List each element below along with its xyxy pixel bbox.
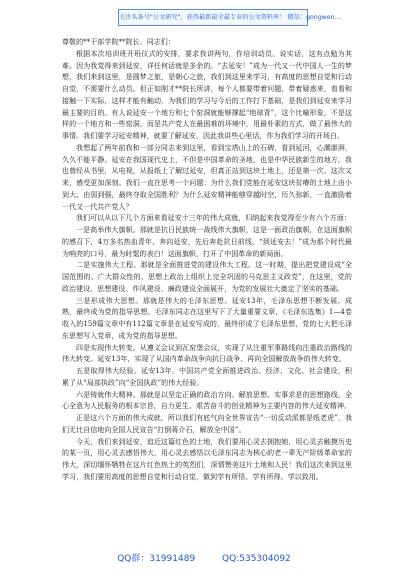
paragraph-summary: 我们可以从以下几个方面来看延安十三年的伟大成就，归纳起来我觉得至少有六个方面： [76, 214, 351, 223]
page-footer [0, 551, 408, 564]
qq-number: QQ:535304092 [222, 554, 291, 564]
paragraph-conclusion: 正是这六个方面的伟大成就，所以我们有底气向全世界宣告“一切反动派都是纸老虎”，我们无比自信地向全国人民宣告“打倒蒋介石，解放全中国”。 [62, 414, 352, 434]
paragraph-closing: 今天，我们来到延安，追近这篇红色的土地，我们要用心灵去拥抱她，用心灵去触摸历史的某一页，用心灵去感悟伟大，用心灵去感悟以毛泽东同志为核心的老一辈无产阶级革命家的伟大，深切缅怀牺牲在这片红色热土的英烈们，深情赞美这片土地和人民！我们这次来到这里学习，我们要用高度的思想自觉和行动自觉，做到学有所悟、学有所得、学以致用。 [62, 437, 352, 481]
document-body [62, 37, 352, 542]
paragraph-point-2: 二是实施伟大工程。那就是全面推进党的建设伟大工程。这一时期，提出把党建设成“全国范围的、广大群众性的、思想上政治上组织上完全巩固的马克思主义政党”，在这里，党的政治建设、思想建设、作风建设、廉政建设全面展开，为党的发展壮大奠定了坚实的基础。 [62, 261, 352, 293]
paragraph-point-3: 三是形成伟大思想。那就是伟大的毛泽东思想。延安13年，毛泽东思想不断发展、成熟，最终成为党的指导思想。毛泽东同志在这里写下了大量重要文章，《毛泽东选集》1—4卷收入的159篇文章中有112篇文章是在延安写成的，最终形成了毛泽东思想，党的七大把毛泽东思想写入党章，成为党的指导思想。 [62, 296, 352, 340]
salutation: 尊敬的**干部学院**院长、同志们： [62, 38, 175, 46]
paragraph-point-5: 五是取得伟大经验。延安13年，中国共产党全面推进政治、经济、文化、社会建设，积累了从“局部执政”向“全国执政”的伟大经验。 [62, 367, 352, 387]
paragraph-point-4: 四是实现伟大转变。从遵义会议到瓦窑堡会议，实现了从注重军事路线向注重政治路线的伟大转变。延安13年，实现了从国内革命战争向抗日战争、再向全国解放战争的伟大转变。 [62, 343, 352, 364]
promo-banner: 关注头条号"公文研究"，获得最新最全最专业的公文资料库！ 微信：gongwen... [118, 9, 308, 26]
paragraph-reflection: 我想起了两年前我和一部分同志来到这里，看到宝塔山上的石碑，看到延河，心潮澎湃，久久不能平静。延安在我国现代史上，不但是中国革命的圣地，也是中华民族新生的地方。我也曾经从书里，从电视，从报纸上了解过延安，但真正站到这块土地上，还是第一次。这次又来，感受更加深刻。我们一直在思考一个问题：为什么我们党能在延安这块贫瘠的土地上由小到大、由弱到强，最终夺取全国胜利？为什么延安精神能够穿越时空，历久弥新，一直激励着一代又一代共产党人？ [62, 143, 352, 211]
paragraph-intro: 根据本次培训班开班仪式的安排，要求我讲两句，作培训动员。说实话，这有点勉为其难。因为我觉得来到延安，详任何话就是多余的。“去延安！”成为一代又一代中国人一生的梦想，我们来到这里，是圆梦之旅，是朝心之旅，我们到这里来学习，有高度的思想自觉和行动自觉，不需要什么动员。但正如刚才**院长所讲，每个人都要带着问题，带着疑惑来，看看和接触一下实际，这样才能有触动，为我们的学习与今后的工作打下基础，是我们到延安来学习最主要的目的。有人说延安一个地方和七个窑洞就能够撑起“地球背”，这个比喻形象，不是这样的一个地方和一些窑洞，而是共产党人在最困难的环境中，用最朴素的方式，做了最伟大的事情。我们要学习延安精神，就要了解延安，因此我讲些心里话，作为我们学习的开场白。 [62, 49, 352, 140]
paragraph-point-6: 六是铸就伟大精神。那就是以坚定正确的政治方向、解放思想、实事求是的思想路线，全心全意为人民服务的根本宗旨，自力更生、艰苦奋斗的创业精神为主要内容的伟大延安精神。 [62, 390, 352, 411]
qq-group-number: QQ群：31991489 [117, 554, 196, 564]
paragraph-point-1: 一是高举伟大旗帜。那就是抗日民族统一战线伟大旗帜，这是一面政治旗帜，在这面旗帜的感召下，4万多名热血青年、奔向延安，先后奔赴抗日前线，“到延安去！”成为那个时代最为响亮的口号，最为时髦的表白！这面旗帜，打开了中国革命的新局面。 [62, 226, 352, 258]
